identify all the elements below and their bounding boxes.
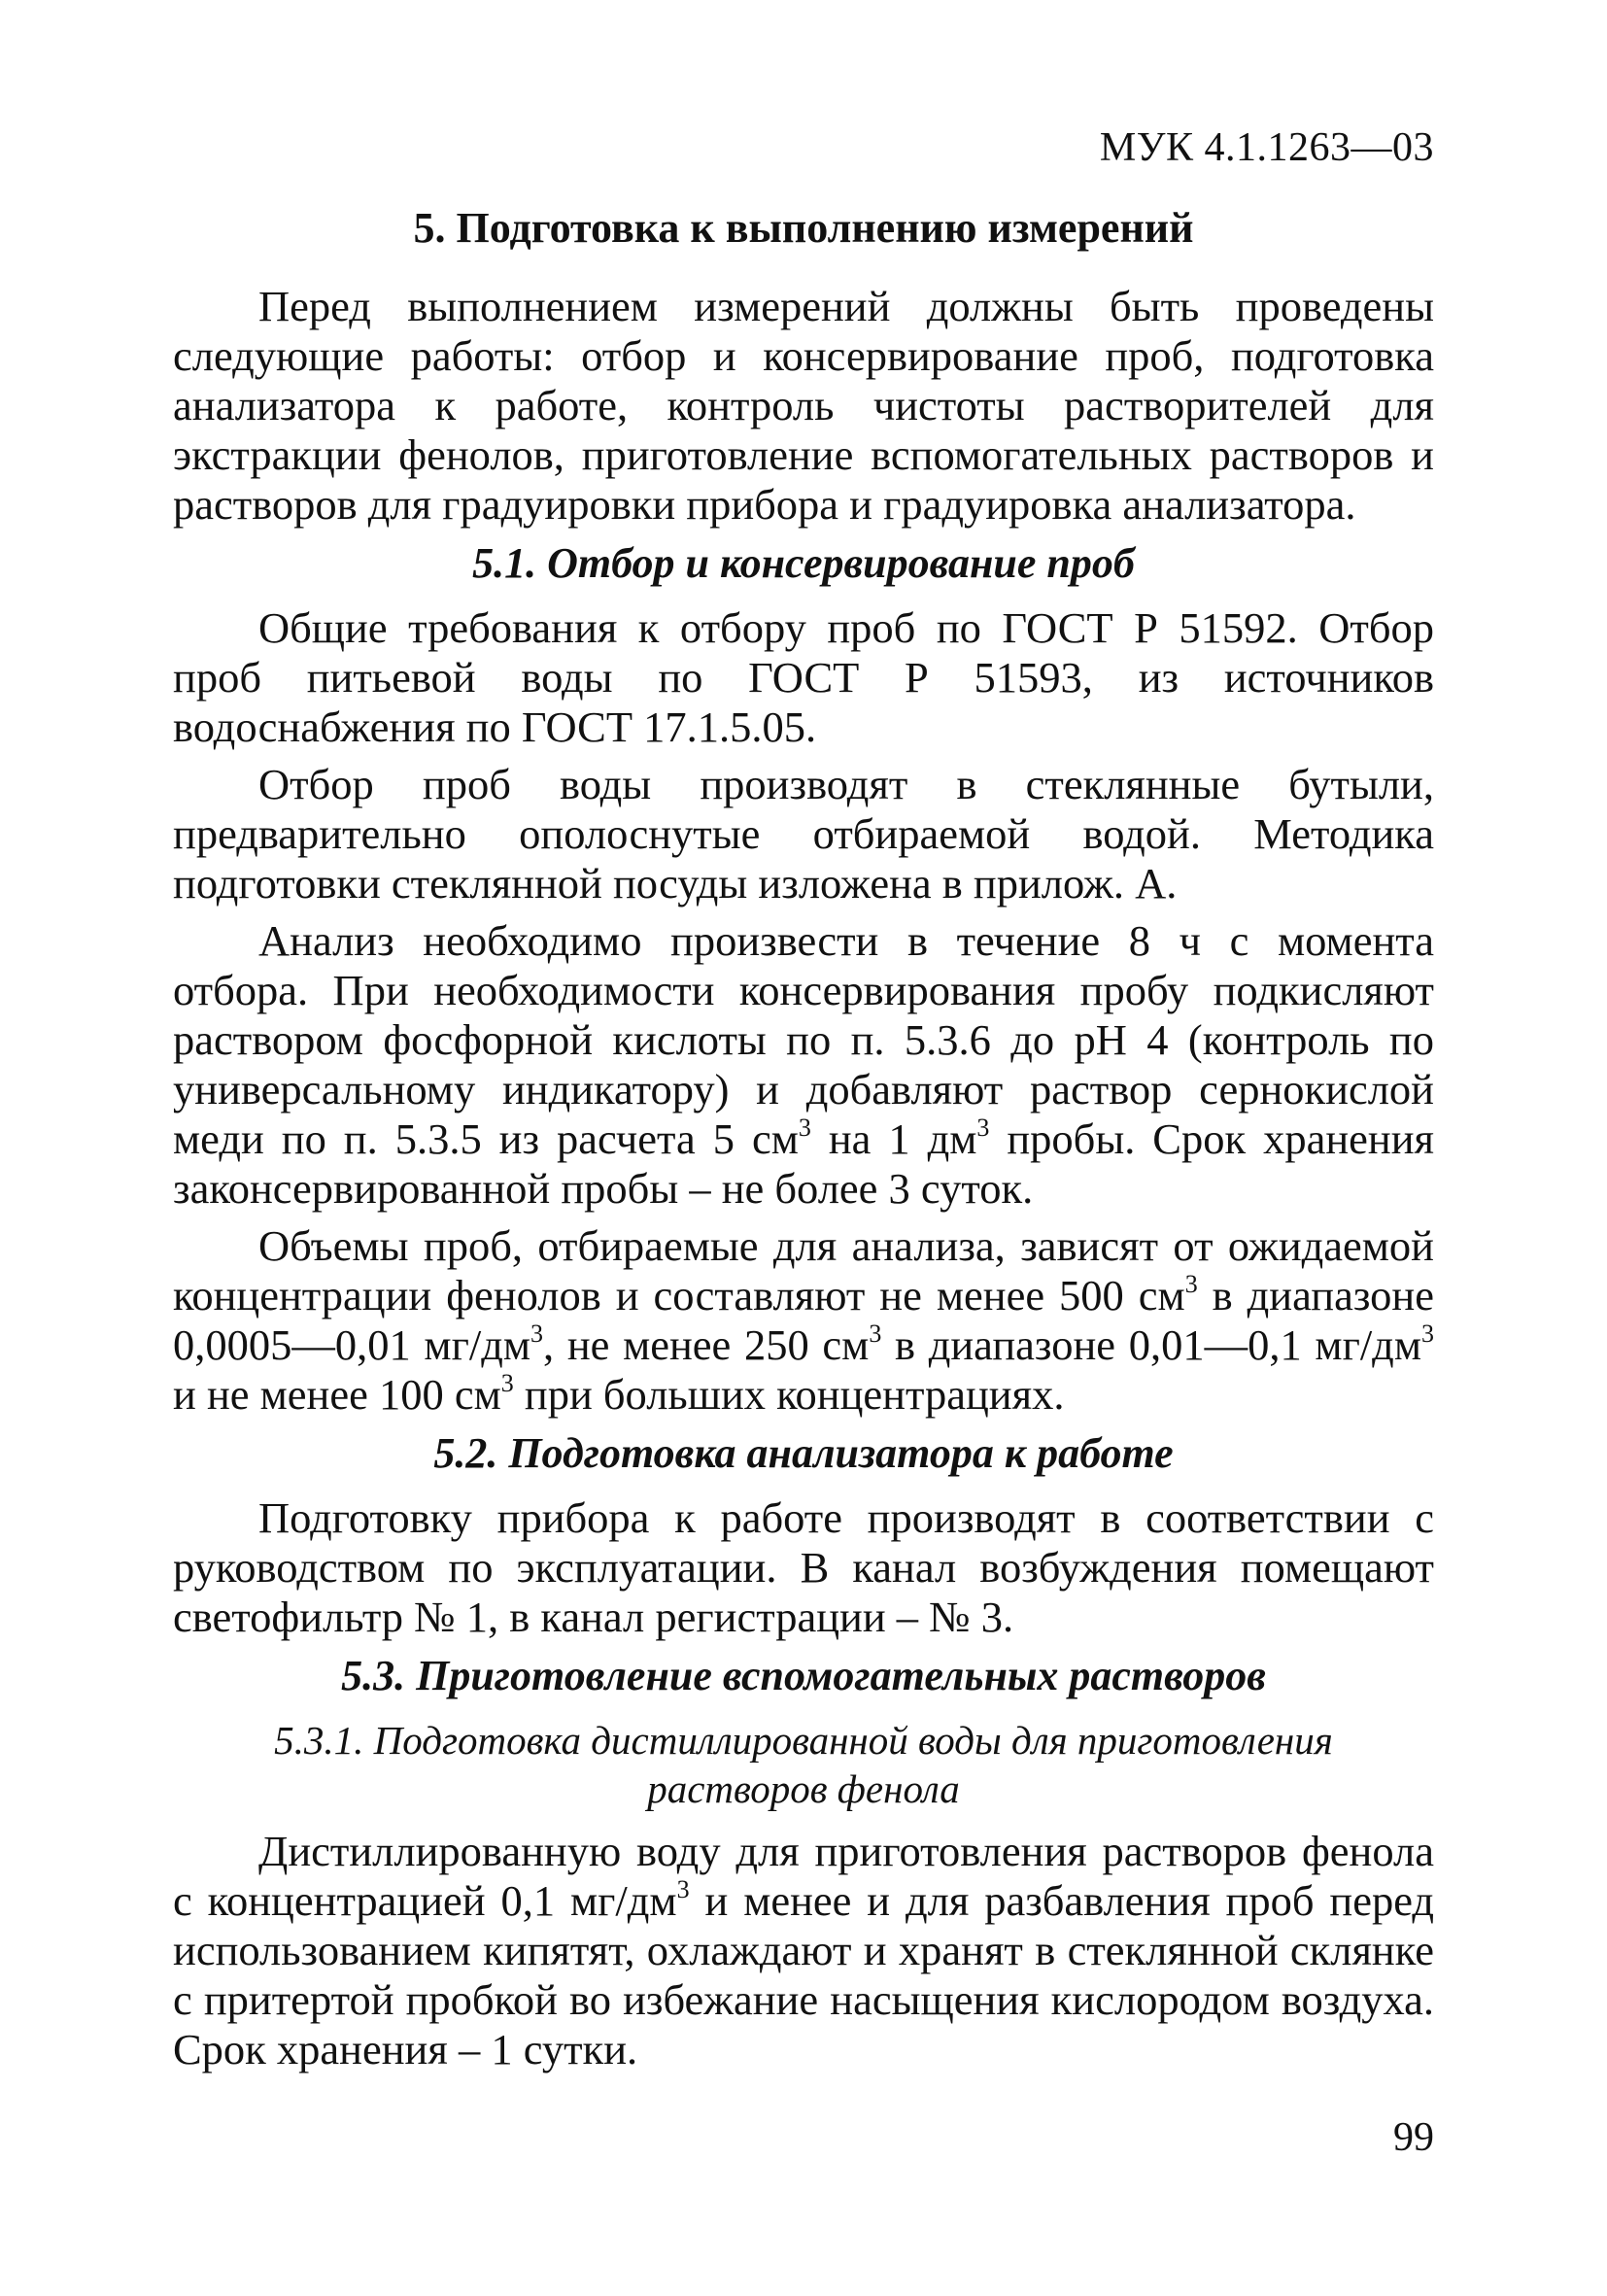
superscript: 3 (869, 1319, 882, 1348)
superscript: 3 (1184, 1270, 1198, 1298)
section-5-1-paragraph-4 (173, 1221, 1434, 1420)
heading-line-2: растворов фенола (647, 1766, 960, 1811)
section-5-2-heading: 5.2. Подготовка анализатора к работе (433, 1429, 1174, 1477)
paragraph-text: , не менее 250 см (543, 1320, 870, 1369)
superscript: 3 (500, 1369, 514, 1397)
section-5-3-1-heading (173, 1716, 1434, 1813)
section-5-1-paragraph-3 (173, 916, 1434, 1214)
paragraph-text: при больших концентрациях. (513, 1370, 1065, 1419)
section-5-1-heading: 5.1. Отбор и консервирование проб (472, 539, 1135, 587)
superscript: 3 (798, 1114, 811, 1142)
section-5-heading: 5. Подготовка к выполнению измерений (413, 204, 1194, 252)
section-5-intro: Перед выполнением измерений должны быть проведены следующие работы: отбор и консервирование проб, подготовка анализатора к работе, контроль чистоты растворителей для экстракции фенолов, приготовление вспомогательных растворов и растворов для градуировки прибора и градуировка анализатора. (173, 282, 1434, 529)
section-5-3-1-paragraph-1 (173, 1827, 1434, 2074)
paragraph-text: в диапазоне 0,01—0,1 мг/дм (881, 1320, 1421, 1369)
superscript: 3 (530, 1319, 544, 1348)
superscript: 3 (1421, 1319, 1434, 1348)
paragraph-text: Анализ необходимо произвести в течение 8 ч с момента отбора. При необходимости консервирования пробу подкисляют раствором фосфорной кислоты по п. 5.3.6 до рН 4 (контроль по универсальному индикатору) и добавляют раствор сернокислой меди по п. 5.3.5 из расчета 5 см (173, 916, 1434, 1163)
document-code: МУК 4.1.1263—03 (1099, 125, 1434, 170)
page-number: 99 (1393, 2115, 1434, 2160)
paragraph-text: в диапазоне 0,0005—0,01 мг/дм (173, 1271, 1434, 1369)
section-5-2-paragraph-1: Подготовку прибора к работе производят в соответствии с руководством по эксплуатации. В канал возбуждения помещают светофильтр № 1, в канал регистрации – № 3. (173, 1493, 1434, 1641)
paragraph-text: пробы. Срок хранения законсервированной пробы – не более 3 суток. (173, 1114, 1434, 1213)
paragraph-text: и менее и для разбавления проб перед использованием кипятят, охлаждают и хранят в стеклянной склянке с притертой пробкой во избежание насыщения кислородом воздуха. Срок хранения – 1 сутки. (173, 1876, 1435, 2073)
paragraph-text: и не менее 100 см (173, 1370, 501, 1419)
superscript: 3 (676, 1875, 690, 1903)
text-column (173, 202, 1434, 2082)
section-5-1-paragraph-2: Отбор проб воды производят в стеклянные бутыли, предварительно ополоснутые отбираемой водой. Методика подготовки стеклянной посуды изложена в прилож. А. (173, 760, 1434, 908)
superscript: 3 (976, 1114, 990, 1142)
paragraph-text: Объемы проб, отбираемые для анализа, зависят от ожидаемой концентрации фенолов и составляют не менее 500 см (173, 1221, 1434, 1319)
section-5-1-paragraph-1: Общие требования к отбору проб по ГОСТ Р 51592. Отбор проб питьевой воды по ГОСТ Р 51593, из источников водоснабжения по ГОСТ 17.1.5.05. (173, 603, 1434, 751)
paragraph-text: Дистиллированную воду для приготовления растворов фенола с концентрацией 0,1 мг/дм (173, 1827, 1434, 1925)
paragraph-text: на 1 дм (810, 1114, 977, 1163)
section-5-3-heading: 5.3. Приготовление вспомогательных растворов (341, 1652, 1266, 1699)
heading-line-1: 5.3.1. Подготовка дистиллированной воды для приготовления (274, 1718, 1333, 1763)
